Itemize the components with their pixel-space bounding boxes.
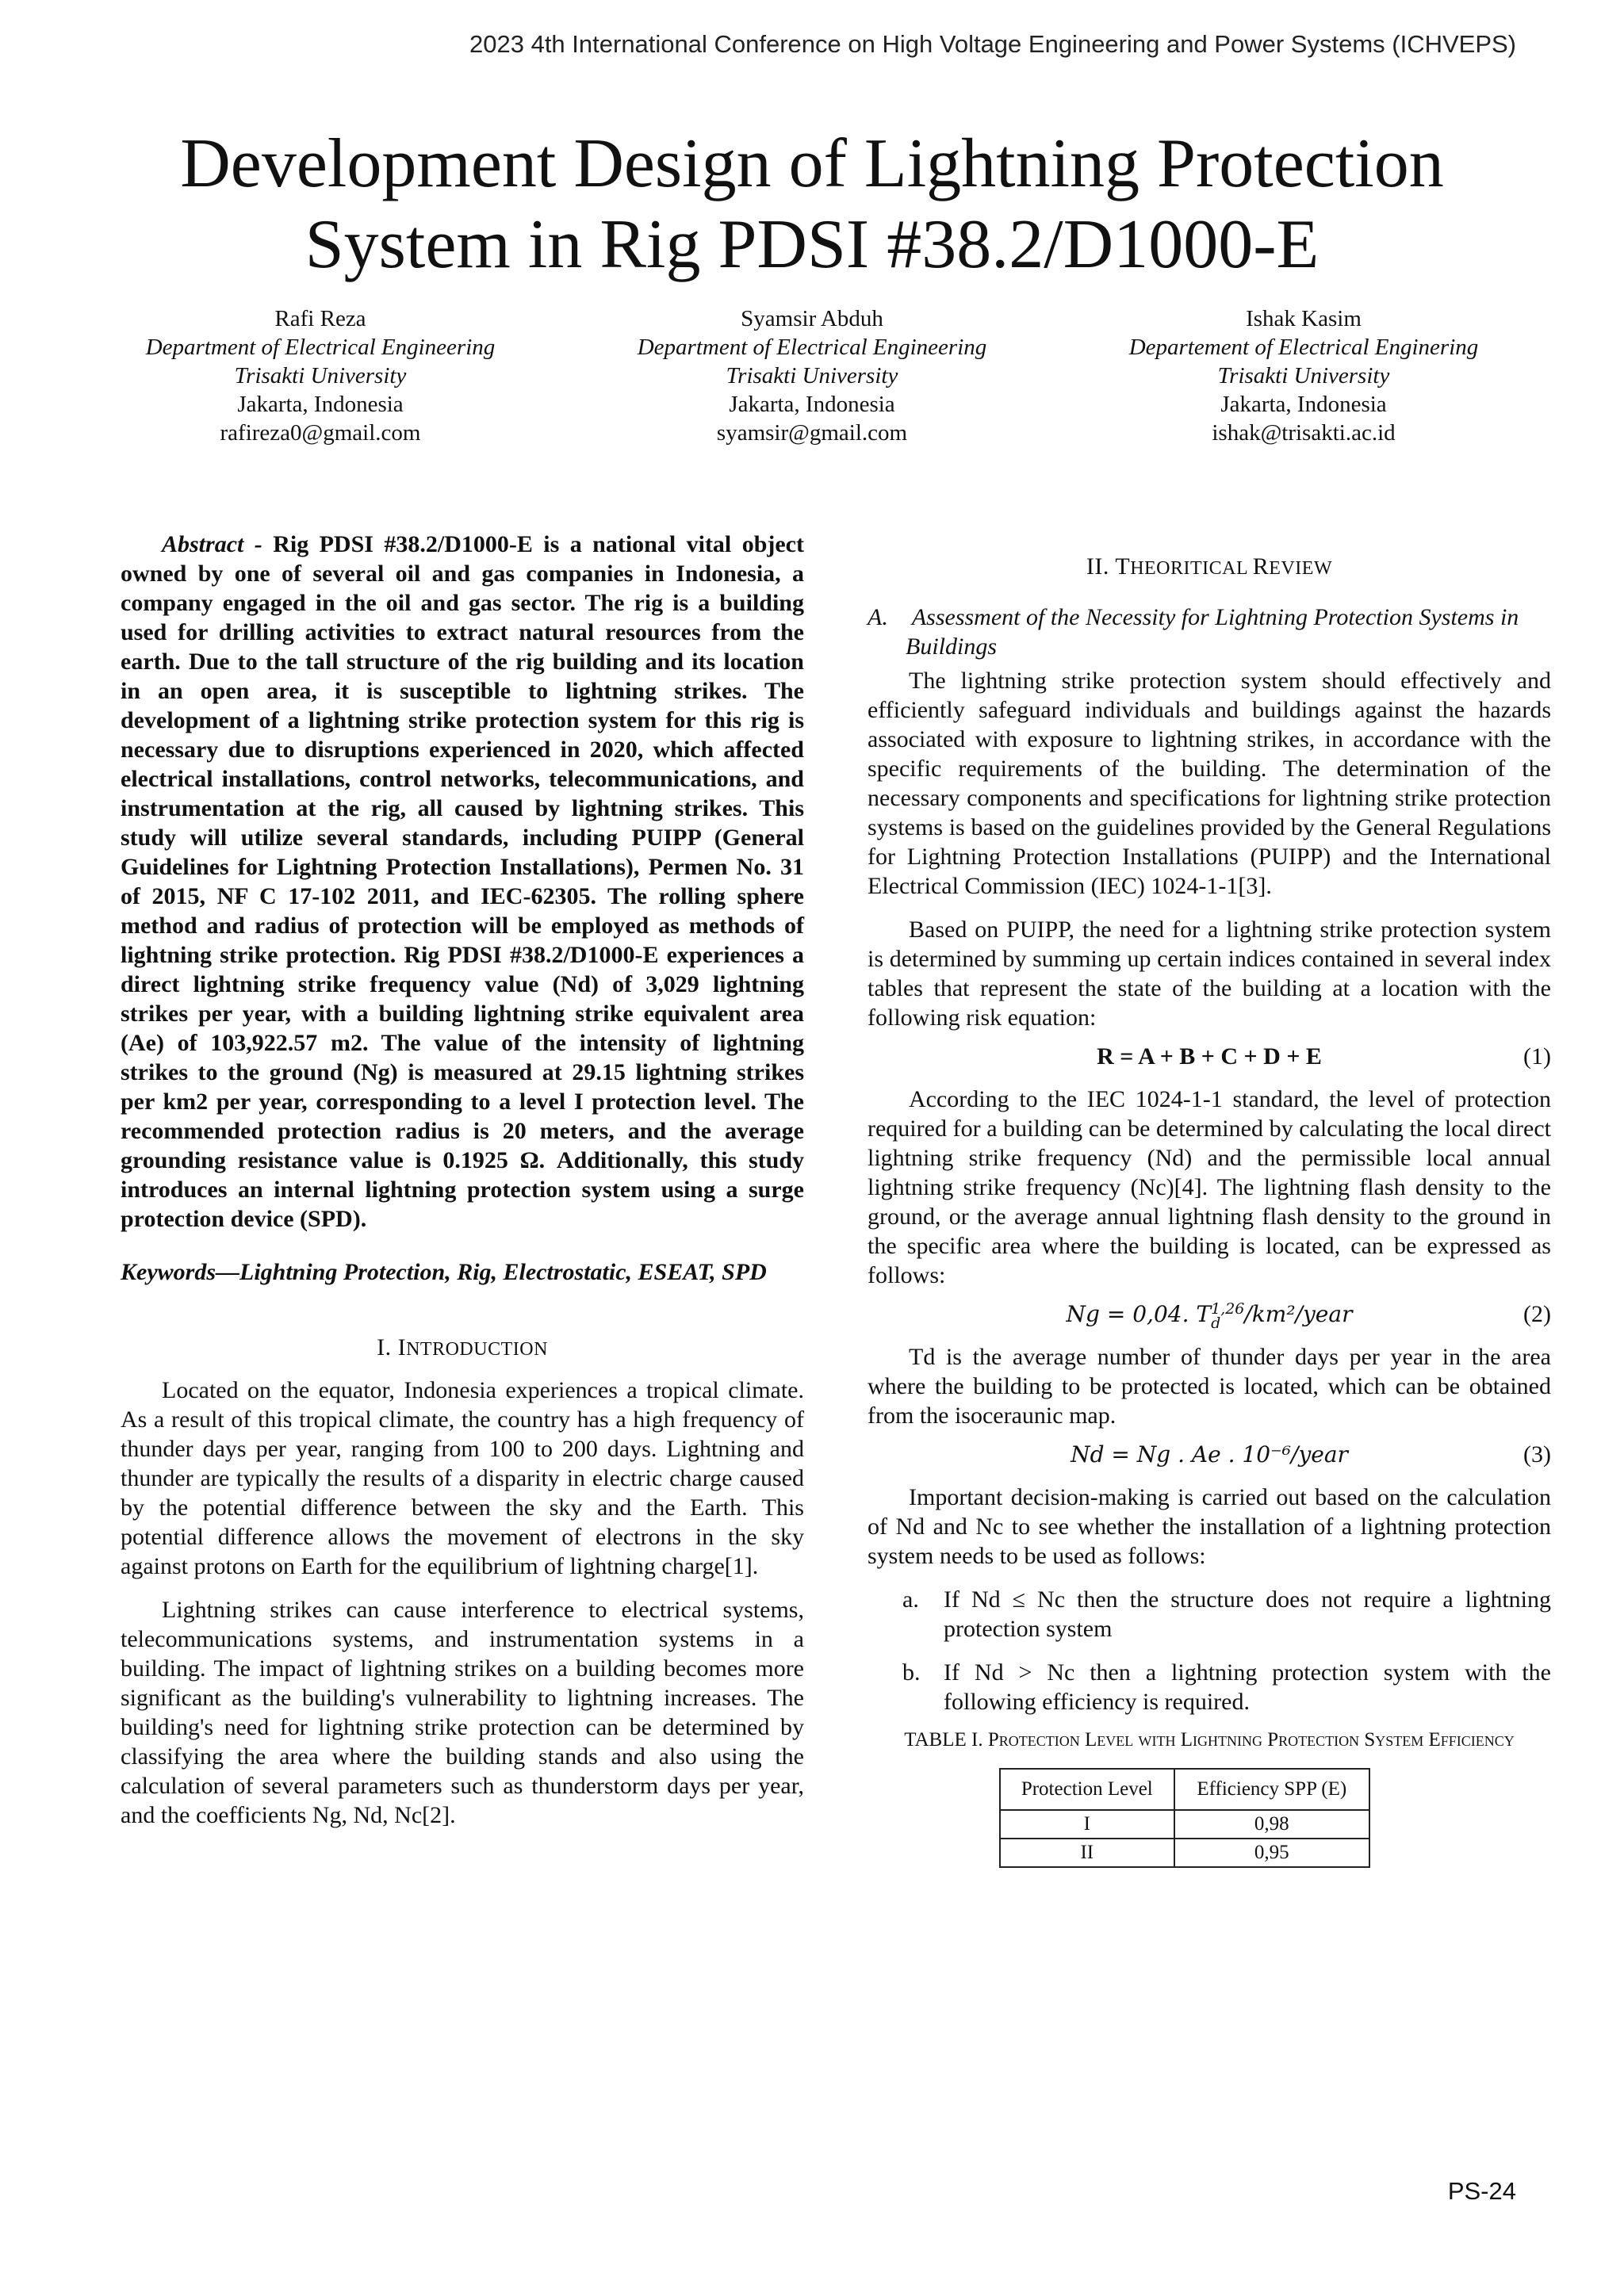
equation-2-number: (2)	[1523, 1301, 1551, 1327]
equation-1-body: R = A + B + C + D + E	[1097, 1043, 1322, 1070]
equation-3	[868, 1440, 1551, 1473]
table-header-row	[1000, 1769, 1369, 1810]
title-line-2: System in Rig PDSI #38.2/D1000-E	[304, 206, 1320, 283]
list-marker: b.	[902, 1659, 921, 1686]
subsection-heading: A. Assessment of the Necessity for Lightning Protection Systems in Buildings	[868, 604, 1519, 660]
table-caption: TABLE I. Protection Level with Lightning Protection System Efficiency	[904, 1729, 1515, 1751]
author-email[interactable]: syamsir@gmail.com	[716, 420, 908, 446]
list-item-text: If Nd ≤ Nc then the structure does not require a lightning protection system	[944, 1586, 1551, 1642]
author-name: Rafi Reza	[274, 306, 366, 331]
author-university: Trisakti University	[234, 363, 407, 388]
page-number: PS-24	[1447, 2177, 1516, 2205]
intro-paragraph-2: Lightning strikes can cause interference to electrical systems, telecommunications systems, and instrumentation systems in a building. The impact of lightning strikes on a building becomes more significant as the building's vulnerability to lightning increases. The building's need for lightning strike protection can be determined by classifying the area where the building stands and also using the calculation of several parameters such as thunderstorm days per year, and the coefficients Ng, Nd, Nc[2].	[121, 1597, 804, 1828]
equation-1	[868, 1042, 1551, 1075]
review-paragraph-2: Based on PUIPP, the need for a lightning strike protection system is determined by summing up certain indices contained in several index tables that represent the state of the building at a location with the following risk equation:	[868, 916, 1551, 1031]
author-1	[67, 304, 574, 447]
conference-header: 2023 4th International Conference on High Voltage Engineering and Power Systems (ICHVEPS)	[469, 30, 1516, 58]
list-item-text: If Nd > Nc then a lightning protection system with the following efficiency is required.	[944, 1659, 1551, 1715]
equation-3-body: Nd = Ng . Ae . 10⁻⁶/year	[1071, 1441, 1348, 1468]
abstract-label: Abstract -	[162, 531, 262, 557]
right-column	[868, 530, 1551, 1868]
protection-level-table	[999, 1768, 1370, 1868]
equation-2-body: Ng = 0,04. T1,26 d /km²/year	[1066, 1299, 1353, 1332]
table-header-cell: Efficiency SPP (E)	[1174, 1769, 1369, 1810]
author-email[interactable]: rafireza0@gmail.com	[220, 420, 421, 446]
author-department: Department of Electrical Engineering	[637, 335, 987, 360]
review-paragraph-5: Important decision-making is carried out based on the calculation of Nd and Nc to see whether the installation of a lightning protection system needs to be used as follows:	[868, 1484, 1551, 1569]
title-line-1: Development Design of Lightning Protection	[180, 125, 1444, 202]
review-paragraph-3: According to the IEC 1024-1-1 standard, the level of protection required for a building can be determined by calculating the local direct lightning strike frequency (Nd) and the permissible local annual lightning strike frequency (Nc)[4]. The lightning flash density to the ground, or the average annual lightning flash density to the ground in the specific area where the building is located, can be expressed as follows:	[868, 1086, 1551, 1288]
section-heading-review: II. THEORITICAL REVIEW	[1086, 553, 1333, 580]
author-block	[0, 304, 1624, 463]
equation-3-number: (3)	[1523, 1441, 1551, 1468]
author-2	[558, 304, 1066, 447]
table-cell: 0,98	[1174, 1810, 1369, 1839]
intro-paragraph-1: Located on the equator, Indonesia experiences a tropical climate. As a result of this tropical climate, the country has a high frequency of thunder days per year, ranging from 100 to 200 days. Lightning and thunder are typically the results of a disparity in electric charge caused by the potential difference between the sky and the Earth. This potential difference allows the movement of electrons in the sky against protons on Earth for the equilibrium of lightning charge[1].	[121, 1377, 804, 1579]
review-paragraph-1: The lightning strike protection system should effectively and efficiently safeguard individuals and buildings against the hazards associated with exposure to lightning strikes, in accordance with the specific requirements of the building. The determination of the necessary components and specifications for lightning strike protection systems is based on the guidelines provided by the General Regulations for Lightning Protection Installations (PUIPP) and the International Electrical Commission (IEC) 1024-1-1[3].	[868, 668, 1551, 899]
list-item	[868, 1658, 1551, 1716]
review-paragraph-4: Td is the average number of thunder days per year in the area where the building to be protected is located, which can be obtained from the isoceraunic map.	[868, 1344, 1551, 1429]
keywords: Keywords—Lightning Protection, Rig, Electrostatic, ESEAT, SPD	[121, 1259, 767, 1285]
left-column	[121, 530, 804, 1830]
author-department: Department of Electrical Engineering	[145, 335, 496, 360]
table-cell: II	[1000, 1839, 1174, 1867]
author-name: Ishak Kasim	[1246, 306, 1362, 331]
table-header-cell: Protection Level	[1000, 1769, 1174, 1810]
author-university: Trisakti University	[726, 363, 898, 388]
author-city: Jakarta, Indonesia	[237, 392, 404, 417]
section-heading-introduction: I. INTRODUCTION	[377, 1334, 548, 1360]
equation-2	[868, 1299, 1551, 1333]
paper-title	[79, 124, 1545, 285]
abstract-text: Rig PDSI #38.2/D1000-E is a national vital object owned by one of several oil and gas companies in Indonesia, a company engaged in the oil and gas sector. The rig is a building used for drilling activities to extract natural resources from the earth. Due to the tall structure of the rig building and its location in an open area, it is susceptible to lightning strikes. The development of a lightning strike protection system for this rig is necessary due to disruptions experienced in 2020, which affected electrical installations, control networks, telecommunications, and instrumentation at the rig, all caused by lightning strikes. This study will utilize several standards, including PUIPP (General Guidelines for Lightning Protection Installations), Permen No. 31 of 2015, NF C 17-102 2011, and IEC-62305. The rolling sphere method and radius of protection will be employed as methods of lightning strike protection. Rig PDSI #38.2/D1000-E experiences a direct lightning strike frequency value (Nd) of 3,029 lightning strikes per year, with a building lightning strike equivalent area (Ae) of 103,922.57 m2. The value of the intensity of lightning strikes to the ground (Ng) is measured at 29.15 lightning strikes per km2 per year, corresponding to a level I protection level. The recommended protection radius is 20 meters, and the average grounding resistance value is 0.1925 Ω. Additionally, this study introduces an internal lightning protection system using a surge protection device (SPD).	[121, 531, 804, 1232]
table-cell: I	[1000, 1810, 1174, 1839]
author-department: Departement of Electrical Enginering	[1128, 335, 1479, 360]
author-name: Syamsir Abduh	[741, 306, 883, 331]
table-row	[1000, 1839, 1369, 1867]
author-city: Jakarta, Indonesia	[1220, 392, 1387, 417]
author-email[interactable]: ishak@trisakti.ac.id	[1212, 420, 1396, 446]
equation-1-number: (1)	[1523, 1043, 1551, 1070]
table-cell: 0,95	[1174, 1839, 1369, 1867]
list-item	[868, 1585, 1551, 1644]
author-city: Jakarta, Indonesia	[729, 392, 895, 417]
list-marker: a.	[902, 1586, 919, 1613]
abstract	[121, 530, 804, 1234]
table-row	[1000, 1810, 1369, 1839]
author-3	[1050, 304, 1557, 447]
author-university: Trisakti University	[1217, 363, 1390, 388]
